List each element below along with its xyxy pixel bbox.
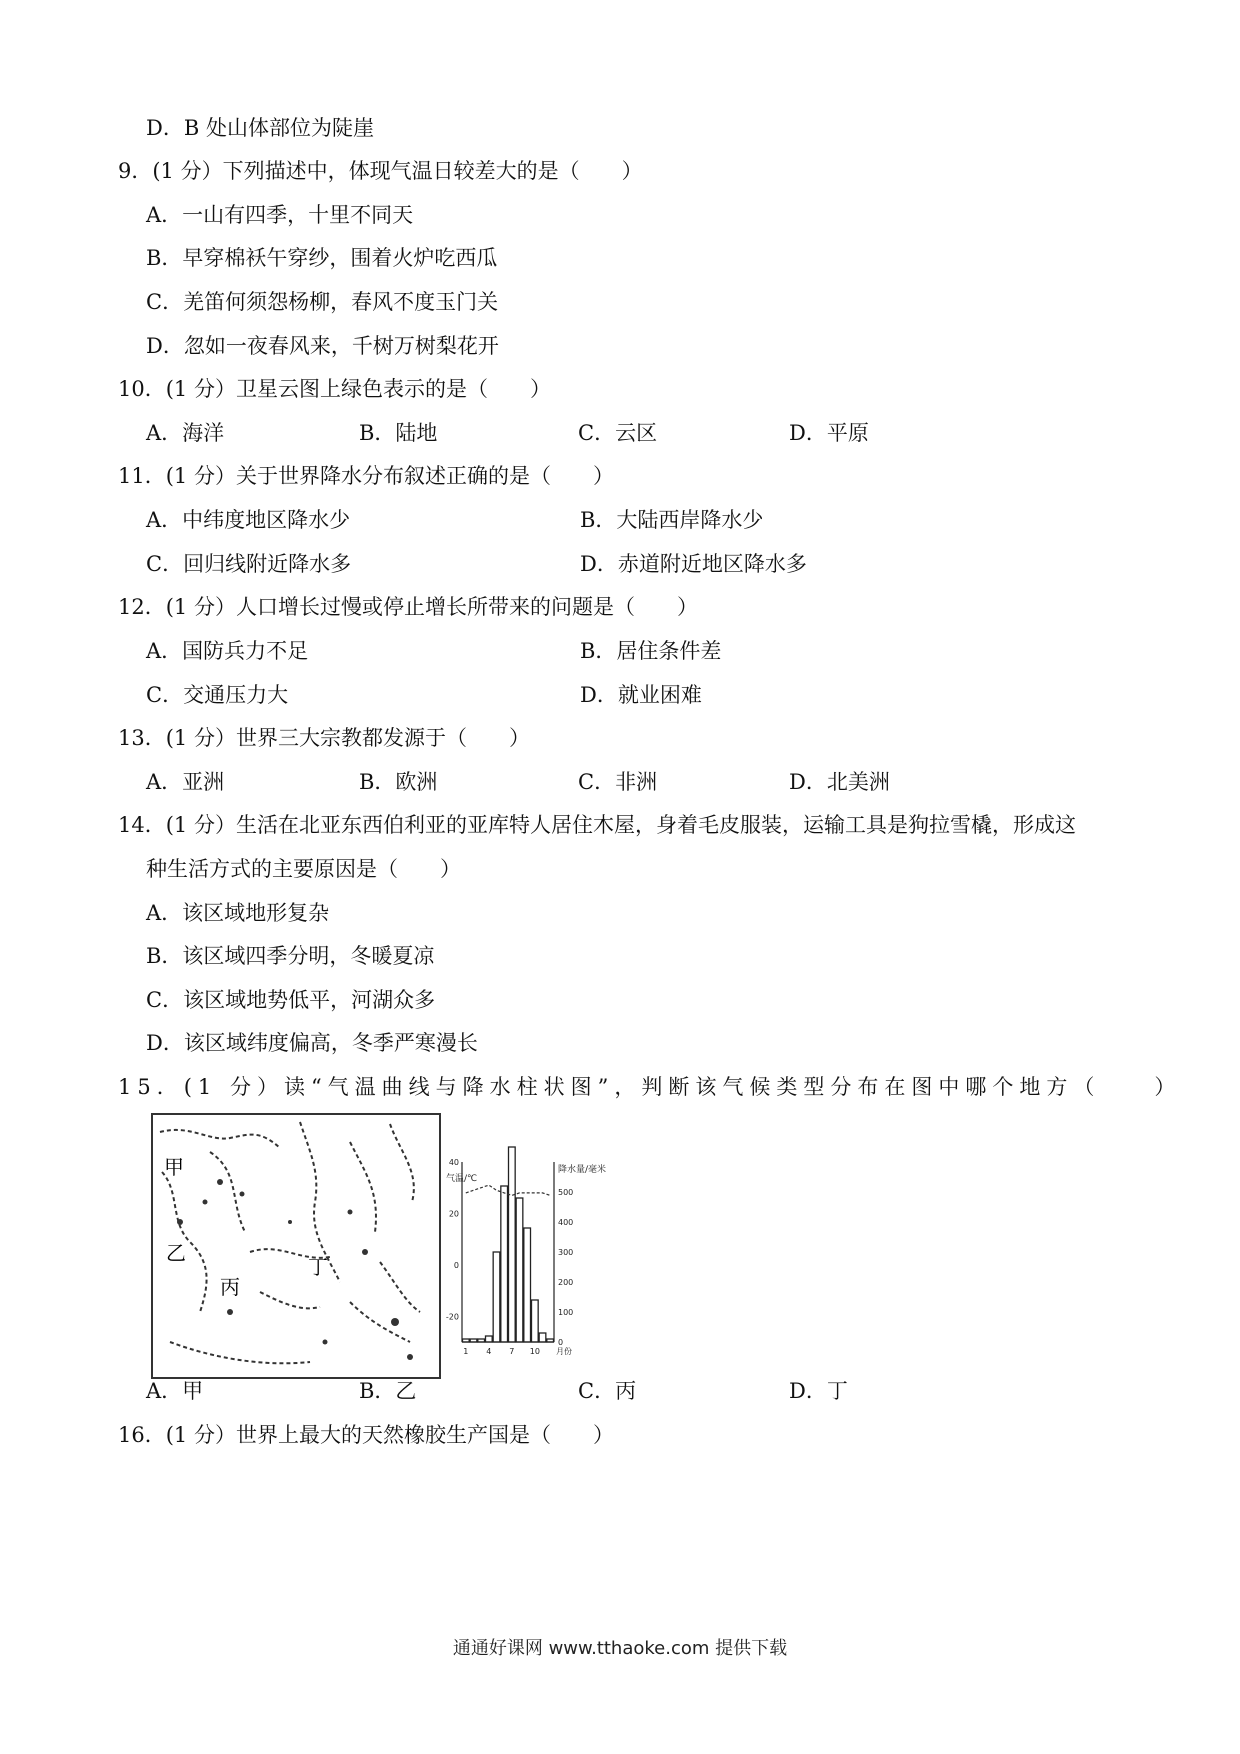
q11-option-d: D．赤道附近地区降水多 <box>580 552 807 576</box>
q9-option-b: B．早穿棉袄午穿纱，围着火炉吃西瓜 <box>146 246 498 270</box>
map-label-bing: 丙 <box>220 1275 240 1299</box>
q10-stem: 10．(1 分）卫星云图上绿色表示的是（ ） <box>118 377 551 401</box>
q15-map-figure <box>150 1112 442 1380</box>
q15-stem: 15．(1 分）读“气温曲线与降水柱状图”，判断该气候类型分布在图中哪个地方（ ） <box>118 1075 1182 1099</box>
right-tick-300: 300 <box>558 1248 574 1257</box>
precip-bar-month-1 <box>463 1339 470 1342</box>
q15-option-c: C．丙 <box>578 1379 637 1403</box>
left-tick--20: -20 <box>445 1312 459 1322</box>
q9-option-a: A．一山有四季，十里不同天 <box>146 203 414 227</box>
q11-option-a: A．中纬度地区降水少 <box>146 508 351 532</box>
x-tick-1: 1 <box>463 1347 469 1356</box>
precip-bar-month-6 <box>501 1186 508 1342</box>
q13-option-c: C．非洲 <box>578 770 658 794</box>
x-tick-7: 7 <box>509 1347 515 1356</box>
map-label-ding: 丁 <box>308 1255 328 1279</box>
page-footer: 通通好课网 www.tthaoke.com 提供下载 <box>452 1638 788 1659</box>
q11-option-c: C．回归线附近降水多 <box>146 552 352 576</box>
q16-stem: 16．(1 分）世界上最大的天然橡胶生产国是（ ） <box>118 1423 614 1447</box>
q13-option-b: B．欧洲 <box>359 770 438 794</box>
map-label-yi: 乙 <box>166 1241 186 1265</box>
right-tick-400: 400 <box>558 1218 574 1227</box>
q10-option-c: C．云区 <box>578 421 658 445</box>
q10-option-d: D．平原 <box>789 421 869 445</box>
q15-option-d: D．丁 <box>789 1379 848 1403</box>
q12-stem: 12．(1 分）人口增长过慢或停止增长所带来的问题是（ ） <box>118 595 698 619</box>
q10-option-b: B．陆地 <box>359 421 438 445</box>
q12-option-a: A．国防兵力不足 <box>146 639 309 663</box>
precip-bar-month-3 <box>478 1339 485 1342</box>
q11-option-b: B．大陆西岸降水少 <box>580 508 764 532</box>
q14-stem-line1: 14．(1 分）生活在北亚东西伯利亚的亚库特人居住木屋，身着毛皮服装，运输工具是狗拉雪橇，形成这 <box>118 813 1076 837</box>
q9-option-d: D．忽如一夜春风来，千树万树梨花开 <box>146 334 499 358</box>
x-axis-unit: 月份 <box>556 1347 572 1356</box>
q12-option-d: D．就业困难 <box>580 683 702 707</box>
map-label-jia: 甲 <box>164 1155 184 1179</box>
q14-stem-line2: 种生活方式的主要原因是（ ） <box>146 857 461 881</box>
q9-stem: 9．(1 分）下列描述中，体现气温日较差大的是（ ） <box>118 159 643 183</box>
q15-option-a: A．甲 <box>146 1379 204 1403</box>
precip-bar-month-4 <box>486 1336 493 1342</box>
q14-option-c: C．该区域地势低平，河湖众多 <box>146 988 436 1012</box>
q13-stem: 13．(1 分）世界三大宗教都发源于（ ） <box>118 726 530 750</box>
q11-stem: 11．(1 分）关于世界降水分布叙述正确的是（ ） <box>118 464 614 488</box>
precip-bar-month-9 <box>524 1228 531 1342</box>
q13-option-d: D．北美洲 <box>789 770 890 794</box>
x-tick-10: 10 <box>529 1347 540 1356</box>
q12-option-b: B．居住条件差 <box>580 639 722 663</box>
q10-option-a: A．海洋 <box>146 421 225 445</box>
precip-bar-month-10 <box>532 1300 539 1342</box>
q15-climate-chart <box>442 1126 640 1372</box>
right-axis-label: 降水量/毫米 <box>558 1165 607 1175</box>
precip-bar-month-8 <box>516 1198 523 1342</box>
map-frame <box>152 1114 440 1378</box>
left-tick-40: 40 <box>448 1158 459 1167</box>
right-tick-100: 100 <box>558 1308 574 1317</box>
precip-bar-month-7 <box>509 1147 516 1342</box>
left-tick-20: 20 <box>448 1209 459 1219</box>
q12-option-c: C．交通压力大 <box>146 683 289 707</box>
x-tick-4: 4 <box>486 1347 492 1356</box>
right-tick-0: 0 <box>558 1338 564 1347</box>
precip-bar-month-2 <box>470 1339 477 1342</box>
q8-option-d: D．B 处山体部位为陡崖 <box>146 116 374 140</box>
q14-option-d: D．该区域纬度偏高，冬季严寒漫长 <box>146 1031 478 1055</box>
left-tick-0: 0 <box>453 1260 459 1270</box>
q9-option-c: C．羌笛何须怨杨柳，春风不度玉门关 <box>146 290 499 314</box>
q14-option-a: A．该区域地形复杂 <box>146 901 330 925</box>
right-tick-200: 200 <box>558 1278 574 1287</box>
q15-option-b: B．乙 <box>359 1379 417 1403</box>
q14-option-b: B．该区域四季分明，冬暖夏凉 <box>146 944 435 968</box>
precip-bar-month-12 <box>547 1339 554 1342</box>
q13-option-a: A．亚洲 <box>146 770 225 794</box>
left-axis-label: 气温/℃ <box>446 1174 478 1184</box>
precip-bar-month-5 <box>493 1252 500 1342</box>
precip-bar-month-11 <box>539 1333 546 1342</box>
right-tick-500: 500 <box>558 1188 574 1197</box>
